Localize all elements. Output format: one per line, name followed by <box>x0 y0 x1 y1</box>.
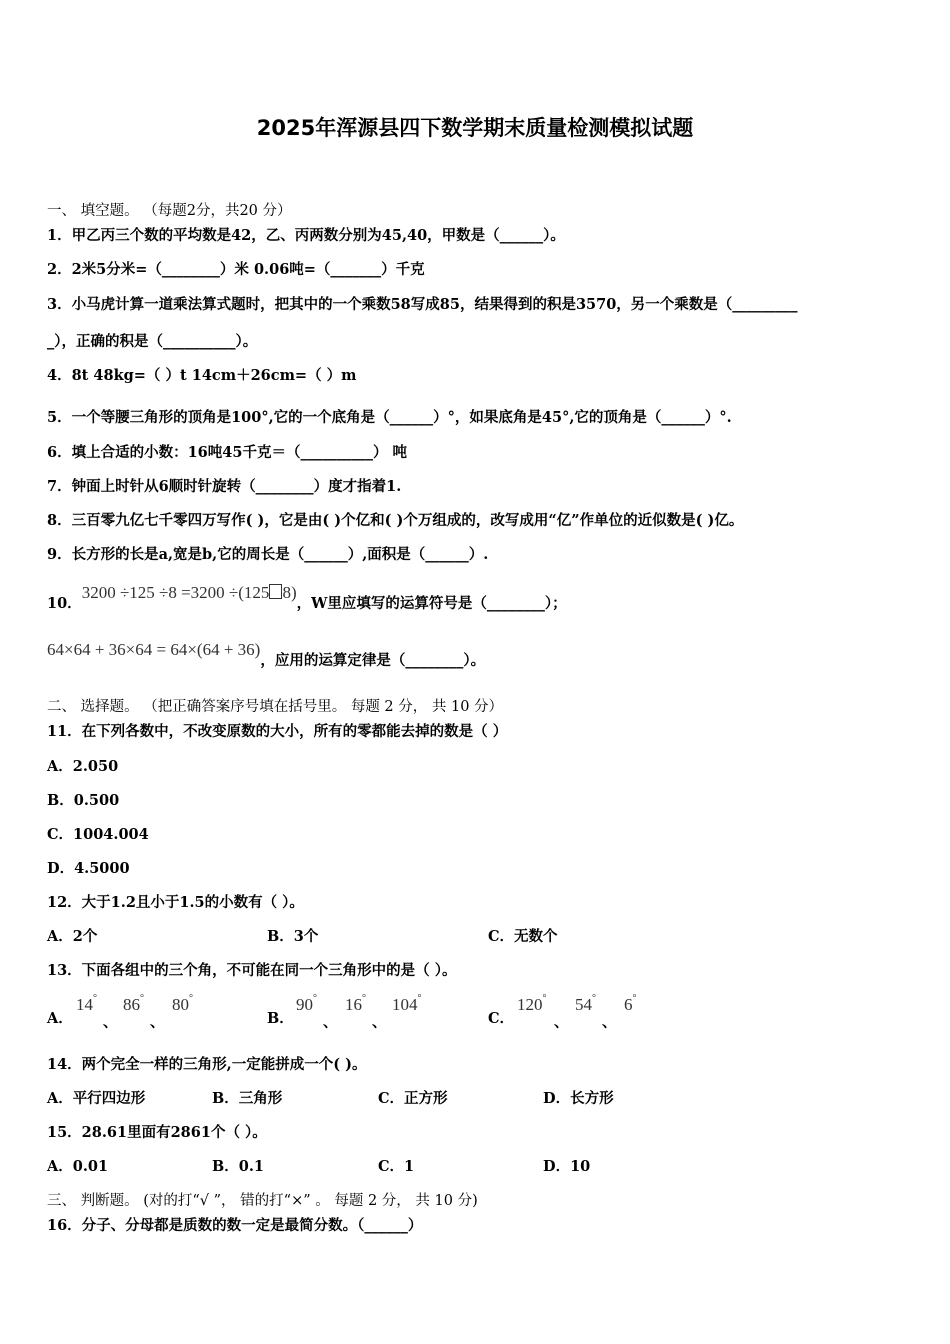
question-11-option-b: B．0.500 <box>47 792 120 809</box>
question-14-option-a: A．平行四边形 <box>47 1090 146 1107</box>
question-11-option-a: A．2.050 <box>47 758 119 775</box>
question-15-option-a: A．0.01 <box>47 1158 109 1175</box>
question-11: 11．在下列各数中，不改变原数的大小，所有的零都能去掉的数是（ ） <box>47 723 508 740</box>
question-15: 15．28.61里面有2861个（ ）。 <box>47 1124 267 1141</box>
question-2: 2．2米5分米=（________）米 0.06吨=（_______）千克 <box>47 261 425 278</box>
question-10-number: 10． <box>47 595 82 612</box>
separator: 、 <box>602 1014 617 1031</box>
angle-c-3: 6° <box>624 993 637 1014</box>
question-14-option-d: D．长方形 <box>543 1090 614 1107</box>
question-10-line-1 <box>47 583 567 612</box>
question-15-option-b: B．0.1 <box>212 1158 264 1175</box>
separator: 、 <box>103 1014 118 1031</box>
section-3-heading: 三、 判断题。 (对的打“√ ”， 错的打“×” 。 每题 2 分， 共 10 分) <box>47 1193 478 1209</box>
question-13-option-b-label: B． <box>267 1010 294 1027</box>
angle-b-2: 16° <box>345 993 366 1014</box>
question-10-prompt-2: ，应用的运算定律是（________）。 <box>260 652 486 669</box>
answer-box <box>269 584 282 599</box>
question-12-option-b: B．3个 <box>267 928 319 945</box>
section-1-heading: 一、 填空题。 （每题2分，共20 分） <box>47 203 292 219</box>
question-11-option-d: D．4.5000 <box>47 860 130 877</box>
question-14: 14．两个完全一样的三角形,一定能拼成一个( )。 <box>47 1056 367 1073</box>
question-12-option-a: A．2个 <box>47 928 98 945</box>
question-12: 12．大于1.2且小于1.5的小数有（ ）。 <box>47 894 304 911</box>
separator: 、 <box>323 1014 338 1031</box>
angle-a-1: 14° <box>76 993 97 1014</box>
question-16: 16．分子、分母都是质数的数一定是最简分数。（______） <box>47 1217 423 1234</box>
question-11-option-c: C．1004.004 <box>47 826 149 843</box>
question-9: 9．长方形的长是a,宽是b,它的周长是（______）,面积是（______）. <box>47 546 489 563</box>
angle-b-3: 104° <box>392 993 422 1014</box>
angle-c-1: 120° <box>517 993 547 1014</box>
question-6: 6．填上合适的小数：16吨45千克＝（__________） 吨 <box>47 444 407 461</box>
question-1: 1．甲乙丙三个数的平均数是42，乙、丙两数分别为45,40，甲数是（______）。 <box>47 227 565 244</box>
separator: 、 <box>554 1014 569 1031</box>
question-10-prompt: ，W里应填写的运算符号是（________）； <box>296 595 567 612</box>
question-14-option-b: B．三角形 <box>212 1090 283 1107</box>
question-8: 8．三百零九亿七千零四万写作( )，它是由( )个亿和( )个万组成的，改写成用“亿”作单位的近似数是( )亿。 <box>47 512 744 529</box>
separator: 、 <box>372 1014 387 1031</box>
section-2-heading: 二、 选择题。 （把正确答案序号填在括号里。 每题 2 分， 共 10 分） <box>47 699 504 715</box>
question-3-line-1: 3．小马虎计算一道乘法算式题时，把其中的一个乘数58写成85，结果得到的积是3570，另一个乘数是（_________ <box>47 296 798 313</box>
question-5: 5．一个等腰三角形的顶角是100°,它的一个底角是（______）°，如果底角是45°,它的顶角是（______）°. <box>47 409 732 426</box>
question-4: 4．8t 48kg=（ ）t 14cm＋26cm=（ ）m <box>47 367 357 384</box>
question-15-option-c: C．1 <box>378 1158 415 1175</box>
page-title: 2025年浑源县四下数学期末质量检测模拟试题 <box>256 116 694 140</box>
question-13: 13．下面各组中的三个角，不可能在同一个三角形中的是（ ）。 <box>47 962 457 979</box>
question-7: 7．钟面上时针从6顺时针旋转（________）度才指着1. <box>47 478 402 495</box>
question-10-line-2 <box>47 640 486 669</box>
angle-a-2: 86° <box>123 993 144 1014</box>
angle-c-2: 54° <box>575 993 596 1014</box>
question-14-option-c: C．正方形 <box>378 1090 448 1107</box>
separator: 、 <box>150 1014 165 1031</box>
question-15-option-d: D．10 <box>543 1158 591 1175</box>
question-12-option-c: C．无数个 <box>488 928 558 945</box>
question-3-line-2: _），正确的积是（__________）。 <box>47 333 258 350</box>
question-10-expression: 3200 ÷125 ÷8 =3200 ÷(125 8) <box>81 583 297 602</box>
question-10-expression-2: 64×64 + 36×64 = 64×(64 + 36) <box>47 640 261 659</box>
question-13-option-a-label: A． <box>47 1010 73 1027</box>
angle-b-1: 90° <box>296 993 317 1014</box>
question-13-option-c-label: C． <box>488 1010 515 1027</box>
angle-a-3: 80° <box>172 993 193 1014</box>
